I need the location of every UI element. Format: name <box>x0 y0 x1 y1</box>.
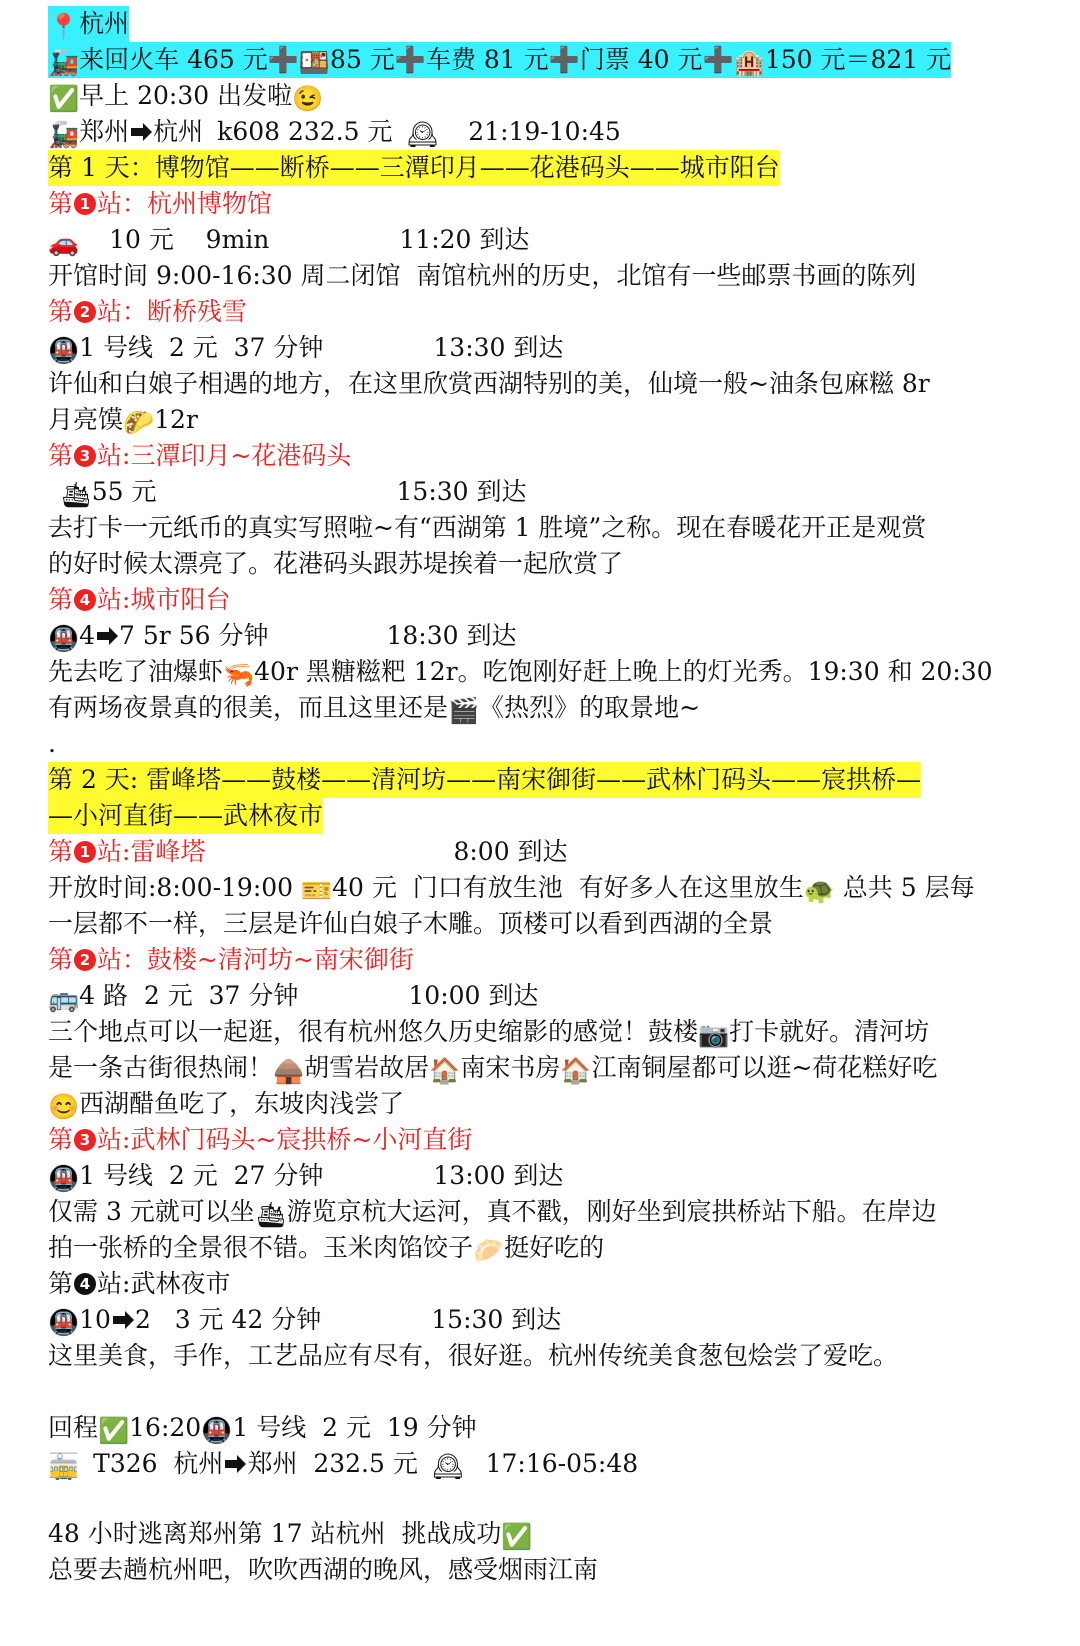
day2-station2-desc2 <box>48 1050 937 1086</box>
train-icon: 🚂 <box>48 120 80 149</box>
clapper-icon: 🎬 <box>448 696 480 725</box>
footer-text: 总要去趟杭州吧，吹吹西湖的晚风，感受烟雨江南 <box>48 1555 599 1584</box>
day2-station2-transit <box>48 978 538 1014</box>
check-icon: ✅ <box>48 84 80 113</box>
day2-title-text: 第 2 天: 雷峰塔——鼓楼——清河坊——南宋御街——武林门码头——宸拱桥— <box>48 765 922 794</box>
return-label: 回程 <box>48 1413 99 1442</box>
day2-station3-desc1 <box>48 1194 937 1230</box>
badge-number: 4 <box>79 1275 91 1293</box>
day1-station2-desc2 <box>48 402 198 438</box>
arrive-time: 15:30 到达 <box>431 1305 562 1334</box>
ship-icon: 🛳 <box>60 480 92 509</box>
return-train: T326 杭州 <box>93 1449 224 1478</box>
budget-train: 来回火车 465 元 <box>79 45 268 74</box>
transit-text: 1 号线 2 元 19 分钟 <box>232 1413 477 1442</box>
arrive-time: 8:00 到达 <box>453 837 568 866</box>
station-prefix: 第 <box>48 837 74 866</box>
badge-number: 1 <box>79 843 91 861</box>
description: 江南铜屋都可以逛~荷花糕好吃 <box>591 1053 938 1082</box>
number-badge <box>74 1129 96 1151</box>
day1-station1-transit <box>48 222 529 258</box>
arrive-time: 11:20 到达 <box>399 225 530 254</box>
return-train-time: 17:16-05:48 <box>485 1449 639 1478</box>
description: 去打卡一元纸币的真实写照啦~有“西湖第 1 胜境”之称。现在春暖花开正是观赏 <box>48 513 927 542</box>
budget-food: 85 元 <box>330 45 395 74</box>
day1-station1-desc <box>48 258 916 294</box>
station-prefix: 第 <box>48 189 74 218</box>
plus-icon: ➕ <box>267 45 299 74</box>
description: 40 元 门口有放生池 有好多人在这里放生 <box>332 873 804 902</box>
number-badge <box>74 1273 96 1295</box>
metro-icon: 🚇 <box>48 336 80 365</box>
description: 拍一张桥的全景很不错。玉米肉馅饺子 <box>48 1233 474 1262</box>
station-prefix: 第 <box>48 945 74 974</box>
day1-station2-transit <box>48 330 563 366</box>
day1-station3-title <box>48 438 351 474</box>
budget-fare: 车费 81 元 <box>425 45 549 74</box>
day2-station1-desc2 <box>48 906 773 942</box>
dumpling-icon: 🥟 <box>473 1236 505 1265</box>
day1-station3-transit <box>48 474 527 510</box>
day2-station3-desc2 <box>48 1230 604 1266</box>
description: 月亮馍 <box>48 405 124 434</box>
train-line <box>48 114 621 150</box>
arrive-time: 13:30 到达 <box>433 333 564 362</box>
day1-station4-desc1 <box>48 654 993 690</box>
separator-dot <box>48 726 56 762</box>
station-name: 站:三潭印月~花港码头 <box>97 441 352 470</box>
station-name: 站：断桥残雪 <box>97 297 248 326</box>
description: 12r <box>154 405 198 434</box>
turtle-icon: 🐢 <box>803 876 835 905</box>
description: 这里美食，手作，工艺品应有尽有，很好逛。杭州传统美食葱包烩尝了爱吃。 <box>48 1341 899 1370</box>
budget-line <box>48 42 951 78</box>
metro-icon: 🚇 <box>48 1164 80 1193</box>
description: 《热烈》的取景地~ <box>479 693 701 722</box>
wink-icon: 😉 <box>292 84 324 113</box>
description: 挺好吃的 <box>504 1233 605 1262</box>
description: 开馆时间 9:00-16:30 周二闭馆 南馆杭州的历史，北馆有一些邮票书画的陈列 <box>48 261 917 290</box>
day2-station3-title <box>48 1122 472 1158</box>
ticket-icon: 🎫 <box>301 876 333 905</box>
day1-station4-desc2 <box>48 690 700 726</box>
description: 先去吃了油爆虾 <box>48 657 224 686</box>
day1-station2-desc1 <box>48 366 930 402</box>
station-name: 站:雷峰塔 <box>97 837 206 866</box>
badge-number: 3 <box>79 447 91 465</box>
plus-icon: ➕ <box>702 45 734 74</box>
day2-station1-desc1 <box>48 870 975 906</box>
station-prefix: 第 <box>48 1125 74 1154</box>
return-train-line <box>48 1446 638 1482</box>
metro-icon: 🚇 <box>48 624 80 653</box>
description: 开放时间:8:00-19:00 <box>48 873 302 902</box>
separator-dot-text: . <box>48 729 56 758</box>
house-icon: 🏠 <box>560 1056 592 1085</box>
description: 有两场夜景真的很美，而且这里还是 <box>48 693 449 722</box>
hut-icon: 🛖 <box>273 1056 305 1085</box>
train-to: 杭州 <box>153 117 204 146</box>
taco-icon: 🌮 <box>123 408 155 437</box>
station-name: 站:城市阳台 <box>97 585 231 614</box>
camera-icon: 📷 <box>698 1020 730 1049</box>
food-icon: 🍱 <box>298 48 331 77</box>
clock-icon: 🕰 <box>431 1452 464 1481</box>
footer-line1 <box>48 1516 533 1552</box>
location-title <box>48 6 129 42</box>
description: 三个地点可以一起逛，很有杭州悠久历史缩影的感觉！鼓楼 <box>48 1017 699 1046</box>
badge-number: 4 <box>79 591 91 609</box>
train-time: 21:19-10:45 <box>468 117 621 146</box>
description: 总共 5 层每 <box>834 873 975 902</box>
station-prefix: 第 <box>48 1269 74 1298</box>
transit-text: 10 <box>79 1305 111 1334</box>
description: 胡雪岩故居 <box>304 1053 430 1082</box>
metro-icon: 🚇 <box>48 1308 80 1337</box>
description: 仅需 3 元就可以坐 <box>48 1197 255 1226</box>
day2-station2-desc3 <box>48 1086 404 1122</box>
shrimp-icon: 🦐 <box>223 660 255 689</box>
transit-text: 1 号线 2 元 37 分钟 <box>79 333 324 362</box>
train-info: k608 232.5 元 <box>217 117 393 146</box>
number-badge <box>74 445 96 467</box>
hotel-icon: 🏨 <box>733 48 765 77</box>
arrow-right-icon <box>223 1454 247 1474</box>
day1-title-text: 第 1 天：博物馆——断桥——三潭印月——花港码头——城市阳台 <box>48 153 780 182</box>
house-icon: 🏠 <box>429 1056 461 1085</box>
train-icon: 🚂 <box>48 48 80 77</box>
return-train-to: 郑州 232.5 元 <box>247 1449 418 1478</box>
station-name: 站:武林门码头~宸拱桥~小河直街 <box>97 1125 473 1154</box>
day1-station4-transit <box>48 618 516 654</box>
tram-icon: 🚋 <box>48 1452 80 1481</box>
ship-icon: 🛳 <box>254 1200 287 1229</box>
day2-station3-transit <box>48 1158 563 1194</box>
day1-station2-title <box>48 294 247 330</box>
station-prefix: 第 <box>48 297 74 326</box>
arrive-time: 13:00 到达 <box>433 1161 564 1190</box>
description: 西湖醋鱼吃了，东坡肉浅尝了 <box>79 1089 405 1118</box>
bus-icon: 🚌 <box>48 984 80 1013</box>
train-from: 郑州 <box>79 117 130 146</box>
footer-line2 <box>48 1552 598 1588</box>
number-badge <box>74 301 96 323</box>
depart-text: 早上 20:30 出发啦 <box>79 81 293 110</box>
station-name: 站:武林夜市 <box>97 1269 231 1298</box>
station-name: 站：杭州博物馆 <box>97 189 273 218</box>
day2-station4-transit <box>48 1302 561 1338</box>
location-text: 杭州 <box>79 9 130 38</box>
arrow-right-icon <box>129 122 153 142</box>
badge-number: 1 <box>79 195 91 213</box>
day2-station2-title <box>48 942 414 978</box>
transit-text: 10 元 9min <box>109 225 270 254</box>
smile-icon: 😊 <box>48 1092 80 1121</box>
transit-text: 1 号线 2 元 27 分钟 <box>79 1161 324 1190</box>
day1-station3-desc1 <box>48 510 926 546</box>
badge-number: 2 <box>79 951 91 969</box>
check-icon: ✅ <box>98 1416 130 1445</box>
station-prefix: 第 <box>48 585 74 614</box>
pin-icon: 📍 <box>48 12 80 41</box>
clock-icon: 🕰 <box>406 120 439 149</box>
description: 游览京杭大运河，真不戳，刚好坐到宸拱桥站下船。在岸边 <box>286 1197 937 1226</box>
description: 是一条古街很热闹！ <box>48 1053 274 1082</box>
day2-title-text: —小河直街——武林夜市 <box>48 801 324 830</box>
description: 一层都不一样，三层是许仙白娘子木雕。顶楼可以看到西湖的全景 <box>48 909 774 938</box>
transit-text: 2 3 元 42 分钟 <box>134 1305 322 1334</box>
day1-station1-title <box>48 186 272 222</box>
day1-station3-desc2 <box>48 546 623 582</box>
description: 40r 黑糖糍粑 12r。吃饱刚好赶上晚上的灯光秀。19:30 和 20:30 <box>254 657 993 686</box>
description: 打卡就好。清河坊 <box>729 1017 930 1046</box>
arrow-right-icon <box>111 1310 135 1330</box>
day2-title-line1 <box>48 762 921 798</box>
metro-icon: 🚇 <box>201 1416 233 1445</box>
transit-text: 55 元 <box>91 477 157 506</box>
arrive-time: 18:30 到达 <box>386 621 517 650</box>
description: 南宋书房 <box>460 1053 561 1082</box>
day2-station1-title <box>48 834 568 870</box>
car-icon: 🚗 <box>48 228 80 257</box>
check-icon: ✅ <box>501 1522 533 1551</box>
arrow-right-icon <box>95 626 119 646</box>
number-badge <box>74 589 96 611</box>
day1-station4-title <box>48 582 230 618</box>
transit-text: 4 路 2 元 37 分钟 <box>79 981 299 1010</box>
number-badge <box>74 949 96 971</box>
depart-line <box>48 78 323 114</box>
description: 许仙和白娘子相遇的地方，在这里欣赏西湖特别的美，仙境一般~油条包麻糍 8r <box>48 369 930 398</box>
footer-text: 48 小时逃离郑州第 17 站杭州 挑战成功 <box>48 1519 502 1548</box>
station-name: 站：鼓楼~清河坊~南宋御街 <box>97 945 414 974</box>
budget-hotel-total: 150 元＝821 元 <box>764 45 952 74</box>
badge-number: 2 <box>79 303 91 321</box>
arrive-time: 15:30 到达 <box>396 477 527 506</box>
return-time: 16:20 <box>129 1413 202 1442</box>
plus-icon: ➕ <box>394 45 426 74</box>
day2-station2-desc1 <box>48 1014 929 1050</box>
badge-number: 3 <box>79 1131 91 1149</box>
day2-title-line2 <box>48 798 323 834</box>
number-badge <box>74 841 96 863</box>
transit-text: 4 <box>79 621 96 650</box>
transit-text: 7 5r 56 分钟 <box>119 621 269 650</box>
station-prefix: 第 <box>48 441 74 470</box>
number-badge <box>74 193 96 215</box>
arrive-time: 10:00 到达 <box>408 981 539 1010</box>
budget-ticket: 门票 40 元 <box>579 45 703 74</box>
plus-icon: ➕ <box>548 45 580 74</box>
day2-station4-desc <box>48 1338 898 1374</box>
day2-station4-title <box>48 1266 230 1302</box>
description: 的好时候太漂亮了。花港码头跟苏堤挨着一起欣赏了 <box>48 549 624 578</box>
return-line <box>48 1410 477 1446</box>
day1-title <box>48 150 780 186</box>
